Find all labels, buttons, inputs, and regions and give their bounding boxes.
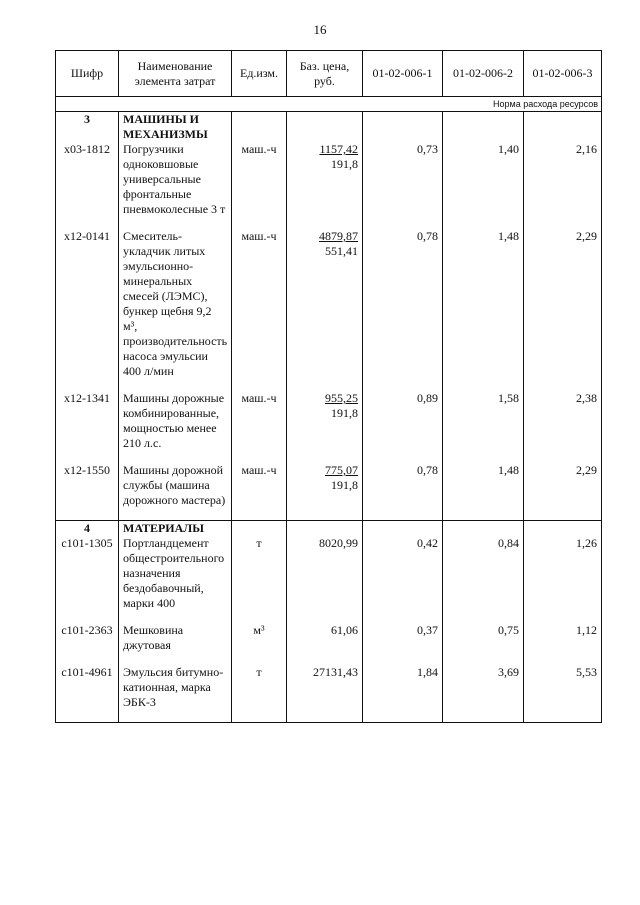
page-number: 16 [313, 22, 327, 37]
section-header-row [56, 112, 602, 143]
norm-value-2: 0,75 [443, 623, 524, 665]
empty-cell [443, 112, 524, 143]
base-price [287, 536, 363, 623]
norm-value-3: 2,29 [524, 229, 602, 391]
resource-unit: маш.-ч [232, 391, 287, 463]
empty-cell [363, 112, 443, 143]
resource-code: с101-2363 [56, 623, 119, 665]
resource-name: Мешковина джутовая [119, 623, 232, 665]
empty-cell [443, 521, 524, 537]
base-price-value: 27131,43 [313, 665, 358, 679]
base-price-value: 8020,99 [319, 536, 358, 550]
base-price [287, 623, 363, 665]
resource-code: х12-1550 [56, 463, 119, 521]
header-col-3: 01-02-006-3 [524, 51, 602, 97]
base-price [287, 391, 363, 463]
resource-name: Эмульсия битумно-катионная, марка ЭБК-3 [119, 665, 232, 723]
norm-value-2: 1,58 [443, 391, 524, 463]
norm-value-3: 1,26 [524, 536, 602, 623]
norm-value-1: 0,42 [363, 536, 443, 623]
norm-value-3: 2,29 [524, 463, 602, 521]
norm-value-3: 2,16 [524, 142, 602, 229]
base-price-value: 1157,42 [319, 142, 358, 156]
resource-name: Машины дорожные комбинированные, мощностью менее 210 л.с. [119, 391, 232, 463]
header-name: Наименование элемента затрат [119, 51, 232, 97]
norm-value-3: 5,53 [524, 665, 602, 723]
resource-unit: маш.-ч [232, 463, 287, 521]
empty-cell [232, 112, 287, 143]
base-price-value: 61,06 [331, 623, 358, 637]
norm-value-1: 0,78 [363, 463, 443, 521]
header-code: Шифр [56, 51, 119, 97]
resource-unit: маш.-ч [232, 142, 287, 229]
section-code: 4 [56, 521, 119, 537]
norm-value-1: 0,73 [363, 142, 443, 229]
table-row [56, 536, 602, 623]
header-price: Баз. цена, руб. [287, 51, 363, 97]
norm-value-2: 1,40 [443, 142, 524, 229]
norm-value-2: 1,48 [443, 229, 524, 391]
empty-cell [287, 112, 363, 143]
resource-unit: м³ [232, 623, 287, 665]
base-price-wage: 191,8 [331, 406, 358, 420]
empty-cell [524, 521, 602, 537]
resource-code: с101-1305 [56, 536, 119, 623]
base-price-value: 955,25 [325, 391, 358, 405]
base-price [287, 463, 363, 521]
base-price-wage: 551,41 [325, 244, 358, 258]
resource-name: Портландцемент общестроительного назначения бездобавочный, марки 400 [119, 536, 232, 623]
table-row [56, 142, 602, 229]
empty-cell [232, 521, 287, 537]
section-title: МАШИНЫ И МЕХАНИЗМЫ [119, 112, 232, 143]
base-price-value: 775,07 [325, 463, 358, 477]
base-price [287, 142, 363, 229]
section-header-row [56, 521, 602, 537]
header-unit: Ед.изм. [232, 51, 287, 97]
resource-norm-table [55, 50, 602, 723]
norm-value-3: 2,38 [524, 391, 602, 463]
norm-caption-row [56, 97, 602, 112]
table-row [56, 229, 602, 391]
resource-code: х12-0141 [56, 229, 119, 391]
resource-name: Смеситель-укладчик литых эмульсионно-минеральных смесей (ЛЭМС), бункер щебня 9,2 м³, производительность насоса эмульсии 400 л/мин [119, 229, 232, 391]
norm-value-1: 0,89 [363, 391, 443, 463]
norm-value-2: 0,84 [443, 536, 524, 623]
base-price [287, 229, 363, 391]
norm-value-2: 1,48 [443, 463, 524, 521]
resource-name: Погрузчики одноковшовые универсальные фронтальные пневмоколесные 3 т [119, 142, 232, 229]
empty-cell [363, 521, 443, 537]
norm-value-2: 3,69 [443, 665, 524, 723]
table-row [56, 463, 602, 521]
norm-value-1: 0,78 [363, 229, 443, 391]
table-row [56, 623, 602, 665]
norm-value-1: 1,84 [363, 665, 443, 723]
section-code: 3 [56, 112, 119, 143]
resource-code: х03-1812 [56, 142, 119, 229]
table-row [56, 391, 602, 463]
resource-unit: маш.-ч [232, 229, 287, 391]
section-title: МАТЕРИАЛЫ [119, 521, 232, 537]
empty-cell [287, 521, 363, 537]
empty-cell [524, 112, 602, 143]
resource-unit: т [232, 665, 287, 723]
base-price-wage: 191,8 [331, 157, 358, 171]
base-price-value: 4879,87 [319, 229, 358, 243]
norm-caption: Норма расхода ресурсов [56, 97, 602, 112]
base-price [287, 665, 363, 723]
resource-code: х12-1341 [56, 391, 119, 463]
table-header-row [56, 51, 602, 97]
resource-unit: т [232, 536, 287, 623]
resource-code: с101-4961 [56, 665, 119, 723]
table-row [56, 665, 602, 723]
resource-name: Машины дорожной службы (машина дорожного мастера) [119, 463, 232, 521]
norm-value-3: 1,12 [524, 623, 602, 665]
norm-value-1: 0,37 [363, 623, 443, 665]
table-body [56, 97, 602, 723]
base-price-wage: 191,8 [331, 478, 358, 492]
header-col-1: 01-02-006-1 [363, 51, 443, 97]
header-col-2: 01-02-006-2 [443, 51, 524, 97]
